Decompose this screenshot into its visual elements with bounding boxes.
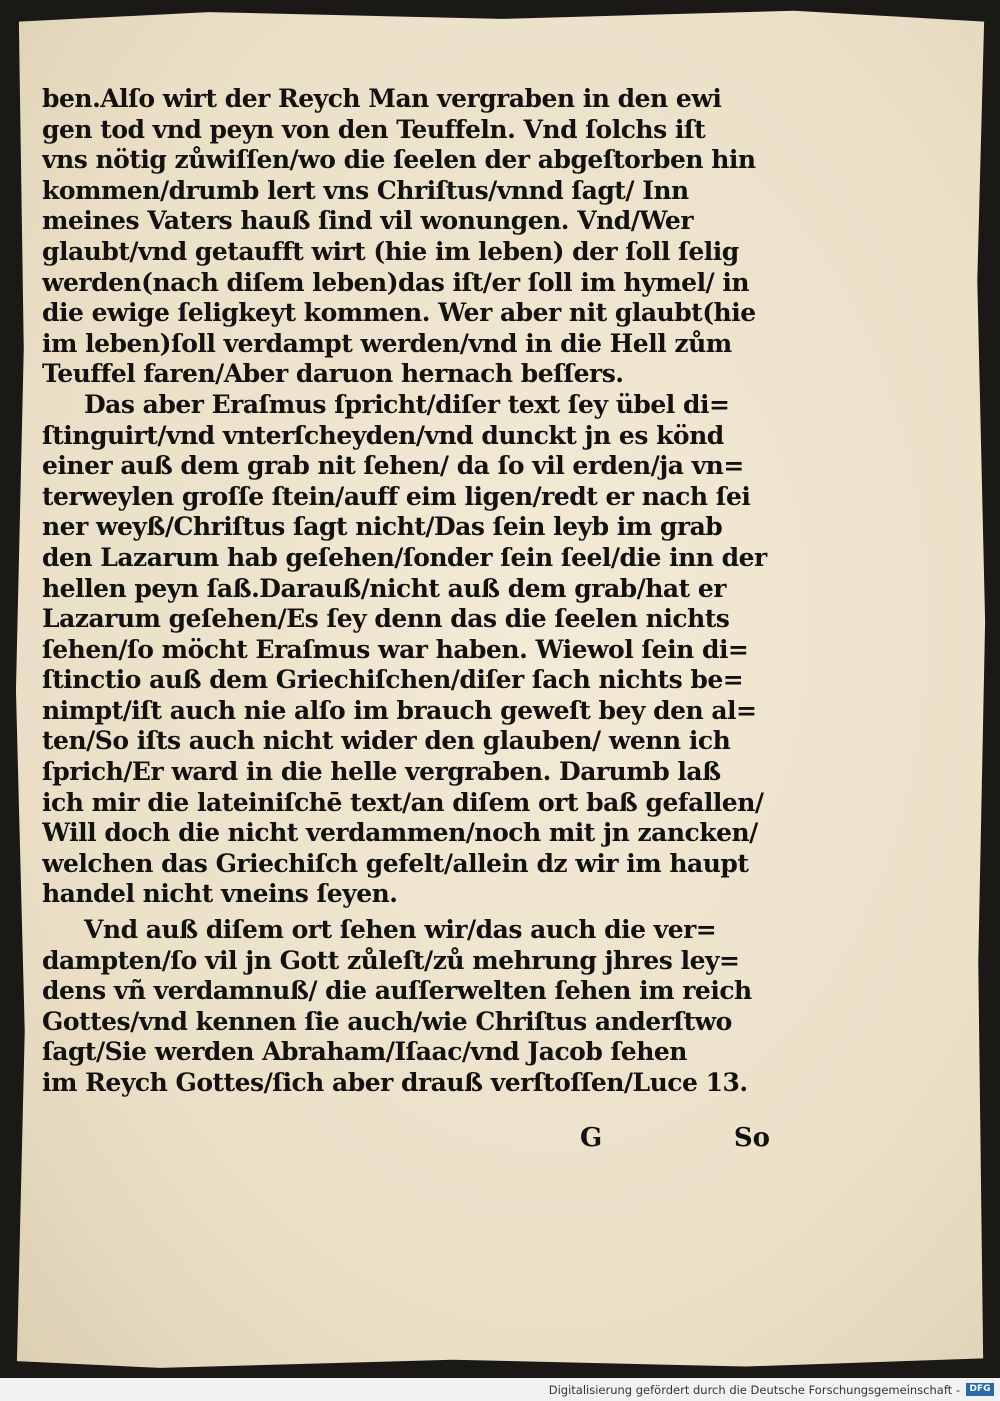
text-line: die ewige ſeligkeyt kommen. Wer aber nit glaubt(hie [42,298,756,328]
text-line: einer auß dem grab nit ſehen/ da ſo vil erden/ja vn= [42,451,744,481]
text-line: hellen peyn ſaß.Darauß/nicht auß dem grab/hat er [42,573,726,603]
text-line: ich mir die lateiniſchē text/an diſem ort baß gefallen/ [42,787,764,817]
text-line: im Reych Gottes/ſich aber drauß verſtoſſen/Luce 13. [42,1068,748,1097]
text-line: ſehen/ſo möcht Eraſmus war haben. Wiewol ſein di= [42,634,749,664]
text-line: den Lazarum hab geſehen/ſonder ſein ſeel/die inn der [42,542,767,572]
paragraph-start-line: Das aber Eraſmus ſpricht/diſer text ſey übel di= [84,389,730,419]
catchword: So [733,1123,770,1153]
text-line: werden(nach diſem leben)das iſt/er ſoll im hymel/ in [42,267,750,297]
text-line: im leben)ſoll verdampt werden/vnd in die Hell zům [42,328,732,358]
page-footer-marks [580,1123,770,1157]
text-line: ſtinctio auß dem Griechiſchen/diſer ſach nichts be= [42,665,744,695]
text-line: Will doch die nicht verdammen/noch mit jn zancken/ [42,818,758,848]
text-line: Teuffel faren/Aber daruon hernach beſſers. [42,359,624,389]
text-line: ſtinguirt/vnd vnterſcheyden/vnd dunckt jn es könd [42,420,724,450]
text-line: gen tod vnd peyn von den Teuffeln. Vnd ſolchs iſt [42,114,706,144]
funding-credit-bar [0,1378,1000,1401]
text-line: ten/So iſts auch nicht wider den glauben/ wenn ich [42,726,731,756]
body-text [42,84,782,1099]
text-line: vns nötig zůwiſſen/wo die ſeelen der abgeſtorben hin [42,145,756,175]
text-line: meines Vaters hauß ſind vil wonungen. Vnd/Wer [42,206,693,236]
text-line: dampten/ſo vil jn Gott zůleſt/zů mehrung jhres ley= [42,945,740,975]
text-line: dens vñ verdamnuß/ die auſſerwelten ſehen im reich [42,976,752,1006]
text-line: kommen/drumb lert vns Chriſtus/vnnd ſagt/ Inn [42,175,689,205]
text-line: welchen das Griechiſch gefelt/allein dz wir im haupt [42,848,749,878]
text-line: ſagt/Sie werden Abraham/Iſaac/vnd Jacob ſehen [42,1037,687,1067]
text-line: Gottes/vnd kennen ſie auch/wie Chriſtus anderſtwo [42,1006,732,1036]
dfg-logo: DFG [966,1383,994,1396]
text-line: handel nicht vneins ſeyen. [42,879,398,909]
text-line: ben.Alſo wirt der Reych Man vergraben in den ewi [42,84,722,113]
paragraph-start-line: Vnd auß diſem ort ſehen wir/das auch die ver= [84,915,717,945]
text-line: ner weyß/Chriſtus ſagt nicht/Das ſein leyb im grab [42,512,723,542]
text-line: Lazarum geſehen/Es ſey denn das die ſeelen nichts [42,604,730,634]
text-line: terweylen groſſe ſtein/auff eim ligen/redt er nach ſei [42,481,751,511]
text-line: ſprich/Er ward in die helle vergraben. Darumb laß [42,757,721,787]
signature-mark: G [580,1123,603,1153]
funding-credit-text: Digitalisierung gefördert durch die Deutsche Forschungsgemeinschaft - [548,1383,960,1397]
text-line: glaubt/vnd getaufft wirt (hie im leben) der ſoll ſelig [42,236,739,266]
text-line: nimpt/iſt auch nie alſo im brauch geweſt bey den al= [42,695,757,725]
